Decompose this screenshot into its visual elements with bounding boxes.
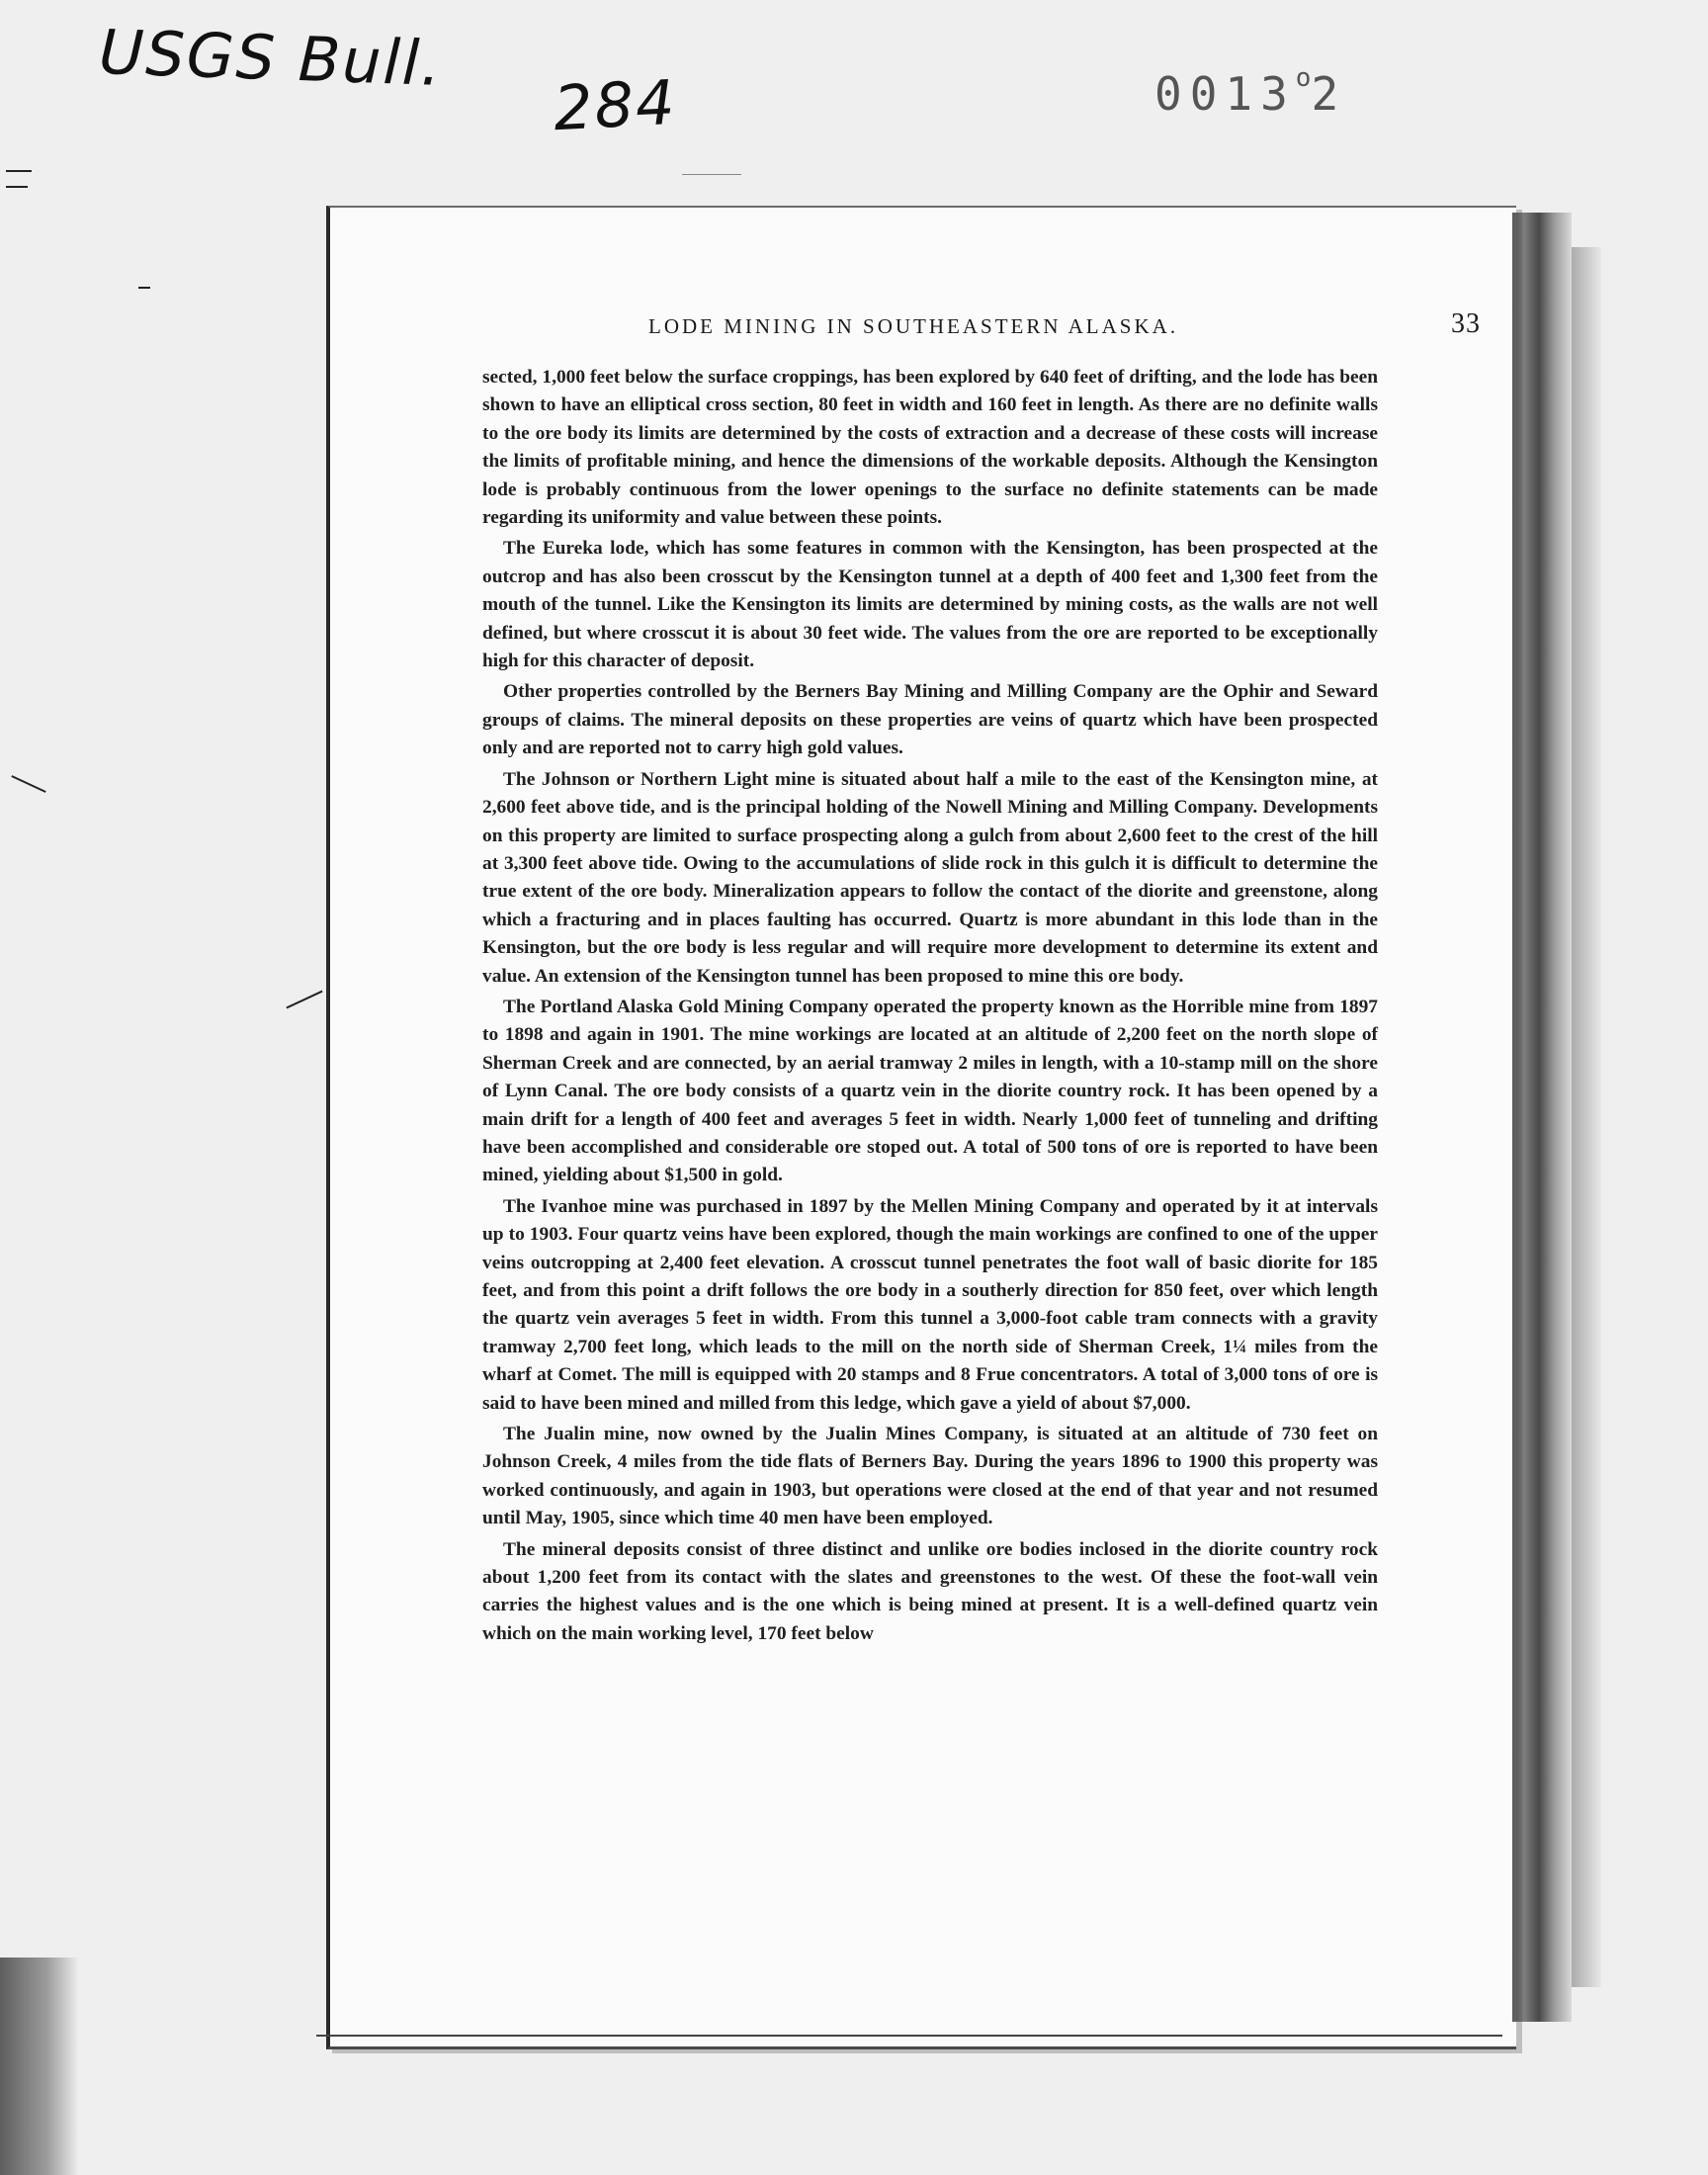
paragraph: The Ivanhoe mine was purchased in 1897 by the Mellen Mining Company and operated by it at intervals up to 1903. Four quartz veins have been explored, though the main workings are confined to one of the upper veins outcropping at 2,400 feet elevation. A crosscut tunnel penetrates the foot wall of basic diorite for 185 feet, and from this point a drift follows the ore body in a southerly direction for 850 feet, over which length the quartz vein averages 5 feet in width. From this tunnel a 3,000-foot cable tram connects with a gravity tramway 2,700 feet long, which leads to the mill on the north side of Sherman Creek, 1¼ miles from the wharf at Comet. The mill is equipped with 20 stamps and 8 Frue concentrators. A total of 3,000 tons of ore is said to have been mined and milled from this ledge, which gave a yield of about $7,000. xyxy=(482,1195,1378,1414)
paragraph: The Portland Alaska Gold Mining Company operated the property known as the Horrible mine from 1897 to 1898 and again in 1901. The mine workings are located at an altitude of 2,200 feet on the north slope of Sherman Creek and are connected, by an aerial tramway 2 miles in length, with a 10-stamp mill on the shore of Lynn Canal. The ore body consists of a quartz vein in the diorite country rock. It has been opened by a main drift for a length of 400 feet and averages 5 feet in width. Nearly 1,000 feet of tunneling and drifting have been accomplished and considerable ore stoped out. A total of 500 tons of ore is reported to have been mined, yielding about $1,500 in gold. xyxy=(482,996,1378,1186)
paragraph: Other properties controlled by the Berners Bay Mining and Milling Company are the Ophir and Seward groups of claims. The mineral deposits on these properties are veins of quartz which have been prospected only and are reported not to carry high gold values. xyxy=(482,681,1378,759)
paragraph: The mineral deposits consist of three distinct and unlike ore bodies inclosed in the diorite country rock about 1,200 feet from its contact with the slates and greenstones to the west. Of these the foot-wall vein carries the highest values and is the one which is being mined at present. It is a well-defined quartz vein which on the main working level, 170 feet below xyxy=(482,1538,1378,1644)
handwritten-number: 284 xyxy=(552,65,679,145)
scan-mark xyxy=(682,174,741,175)
book-edge-fade xyxy=(1572,247,1601,1987)
body-text xyxy=(482,364,1378,1648)
scan-mark xyxy=(11,775,45,793)
book-edge-shadow xyxy=(1512,213,1572,2022)
stamp-end: 2 xyxy=(1311,67,1347,121)
scan-mark xyxy=(286,991,322,1009)
paragraph: sected, 1,000 feet below the surface croppings, has been explored by 640 feet of drifting, and the lode has been shown to have an elliptical cross section, 80 feet in width and 160 feet in length. As there are no definite walls to the ore body its limits are determined by the costs of extraction and a decrease of these costs will increase the limits of profitable mining, and hence the dimensions of the workable deposits. Although the Kensington lode is probably continuous from the lower openings to the surface no definite statements can be made regarding its uniformity and value between these points. xyxy=(482,367,1378,529)
handwritten-reference: USGS Bull. xyxy=(97,15,445,101)
scan-mark xyxy=(6,170,32,172)
page-number: 33 xyxy=(1451,308,1481,339)
document-stamp xyxy=(1154,63,1347,121)
page-bottom-edge xyxy=(316,2035,1502,2037)
scan-mark xyxy=(6,186,28,188)
scan-shadow xyxy=(0,1958,79,2175)
scan-mark xyxy=(138,287,150,289)
paragraph: The Johnson or Northern Light mine is situated about half a mile to the east of the Kensington mine, at 2,600 feet above tide, and is the principal holding of the Nowell Mining and Milling Company. Developments on this property are limited to surface prospecting along a gulch from about 2,600 feet to the crest of the hill at 3,300 feet above tide. Owing to the accumulations of slide rock in this gulch it is difficult to determine the true extent of the ore body. Mineralization appears to follow the contact of the diorite and greenstone, along which a fracturing and in places faulting has occurred. Quartz is more abundant in this lode than in the Kensington, but the ore body is less regular and will require more development to determine its extent and value. An extension of the Kensington tunnel has been proposed to mine this ore body. xyxy=(482,768,1378,987)
paragraph: The Eureka lode, which has some features in common with the Kensington, has been prospected at the outcrop and has also been crosscut by the Kensington tunnel at a depth of 400 feet and 1,300 feet from the mouth of the tunnel. Like the Kensington its limits are determined by mining costs, as the walls are not well defined, but where crosscut it is about 30 feet wide. The values from the ore are reported to be exceptionally high for this character of deposit. xyxy=(482,538,1378,672)
stamp-sup: o xyxy=(1295,63,1312,93)
running-title: LODE MINING IN SOUTHEASTERN ALASKA. xyxy=(648,314,1179,338)
paragraph: The Jualin mine, now owned by the Jualin Mines Company, is situated at an altitude of 730 feet on Johnson Creek, 4 miles from the tide flats of Berners Bay. During the years 1896 to 1900 this property was worked continuously, and again in 1903, but operations were closed at the end of that year and not resumed until May, 1905, since which time 40 men have been employed. xyxy=(482,1424,1378,1529)
stamp-main: 0013 xyxy=(1154,67,1296,121)
